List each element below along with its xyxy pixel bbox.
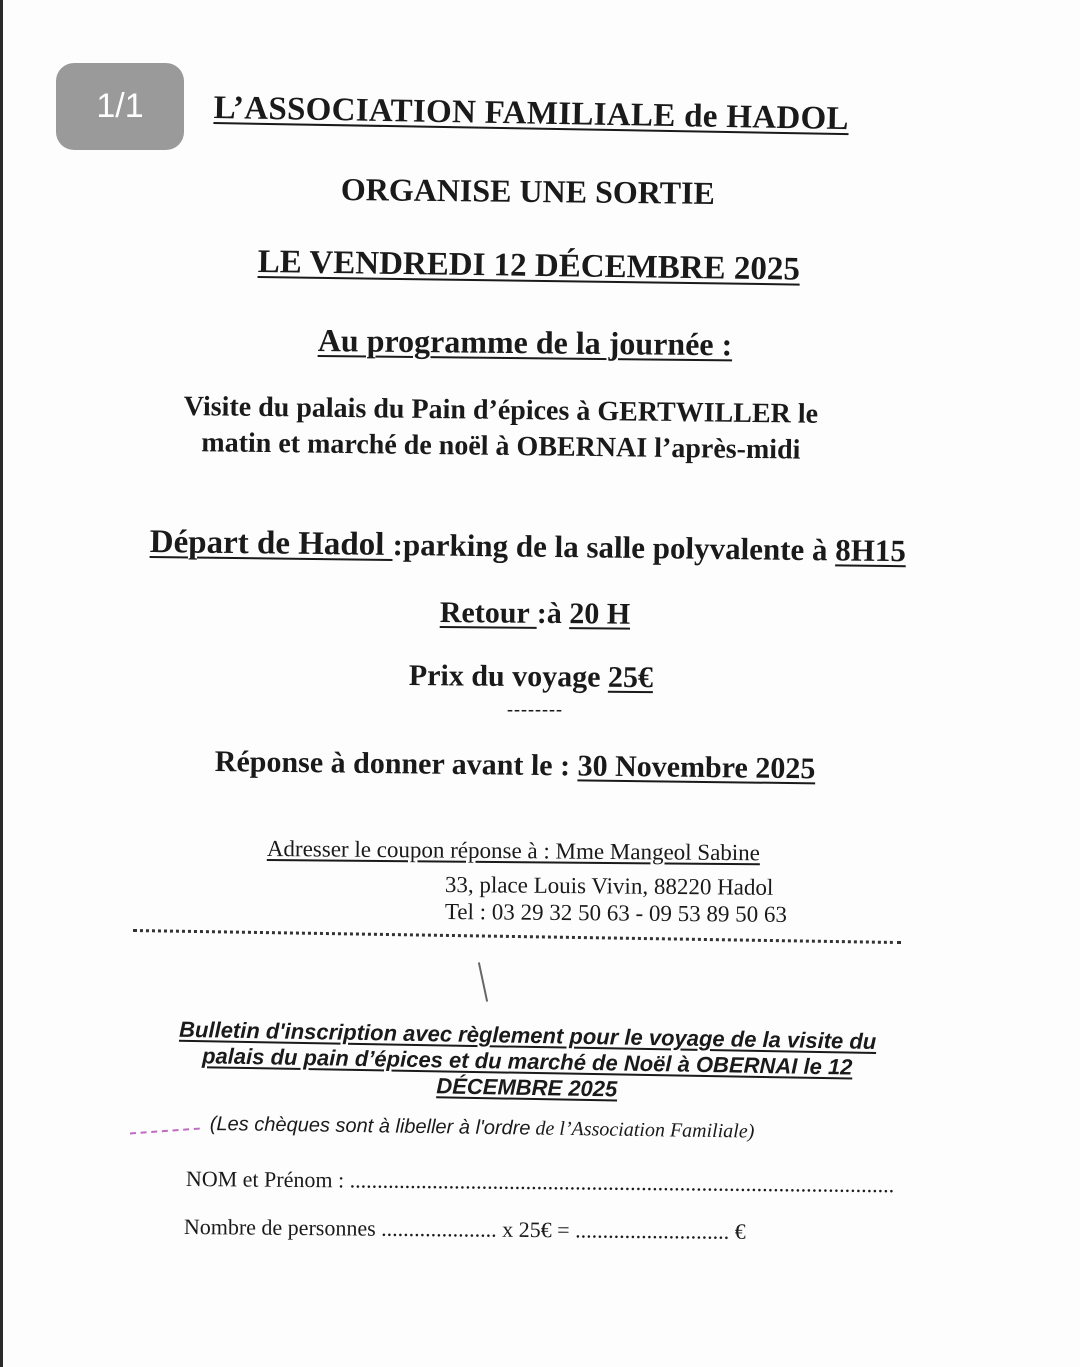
programme-heading: Au programme de la journée : [317,322,733,363]
programme-line-2: matin et marché de noël à OBERNAI l’après-midi [201,427,801,466]
price-multiplier: x 25€ = [496,1216,576,1243]
document-subtitle: ORGANISE UNE SORTIE [340,171,716,211]
cheque-instructions [210,1113,755,1144]
name-field-label: NOM et Prénom : [185,1166,350,1193]
price-info [409,659,653,695]
response-label: Réponse à donner avant le : [214,745,578,783]
address-line-1: Adresser le coupon réponse à : Mme Mangeol Sabine [266,836,761,866]
people-count-field [184,1214,746,1245]
pink-ink-mark [130,1128,200,1139]
return-text: :à [536,596,570,631]
departure-text: :parking de la salle polyvalente à [392,526,836,568]
price-dashes: -------- [507,699,563,719]
name-field-dots: ................................................................................................... [349,1167,895,1198]
departure-info [150,524,907,570]
scan-mark [478,962,488,1002]
people-count-dots: ..................... [381,1215,497,1242]
response-date: 30 Novembre 2025 [577,749,816,786]
address-line-2: 33, place Louis Vivin, 88220 Hadol [444,872,774,900]
registration-heading-line-2: palais du pain d’épices et du marché de Noël à OBERNAI le 12 [201,1043,853,1080]
page-edge [0,0,3,1367]
departure-label: Départ de Hadol [149,524,393,563]
document-title: L’ASSOCIATION FAMILIALE de HADOL [213,90,850,138]
total-dots: ............................ [575,1217,730,1244]
response-deadline [215,745,816,786]
registration-heading-line-3: DÉCEMBRE 2025 [436,1073,618,1102]
cheque-instructions-part-1: (Les chèques sont à libeller à l'ordre [209,1113,531,1140]
programme-description [183,389,818,469]
price-label: Prix du voyage [408,659,609,694]
coupon-cut-line [133,929,901,944]
event-date: LE VENDREDI 12 DÉCEMBRE 2025 [257,244,801,288]
people-count-label: Nombre de personnes [183,1214,382,1241]
cheque-instructions-part-2: de l’Association Familiale) [530,1117,755,1143]
name-field [186,1166,894,1198]
currency-symbol: € [729,1218,746,1244]
return-info [440,596,631,632]
page-indicator-badge: 1/1 [56,63,184,150]
registration-heading-line-1: Bulletin d'inscription avec règlement pour le voyage de la visite du [178,1016,877,1054]
programme-line-1: Visite du palais du Pain d’épices à GERTWILLER le [183,390,819,430]
registration-heading [132,1016,923,1108]
price-value: 25€ [607,660,654,695]
return-label: Retour [439,596,537,630]
return-time: 20 H [569,597,631,631]
departure-time: 8H15 [835,532,907,569]
address-phone: Tel : 03 29 32 50 63 - 09 53 89 50 63 [444,899,788,927]
